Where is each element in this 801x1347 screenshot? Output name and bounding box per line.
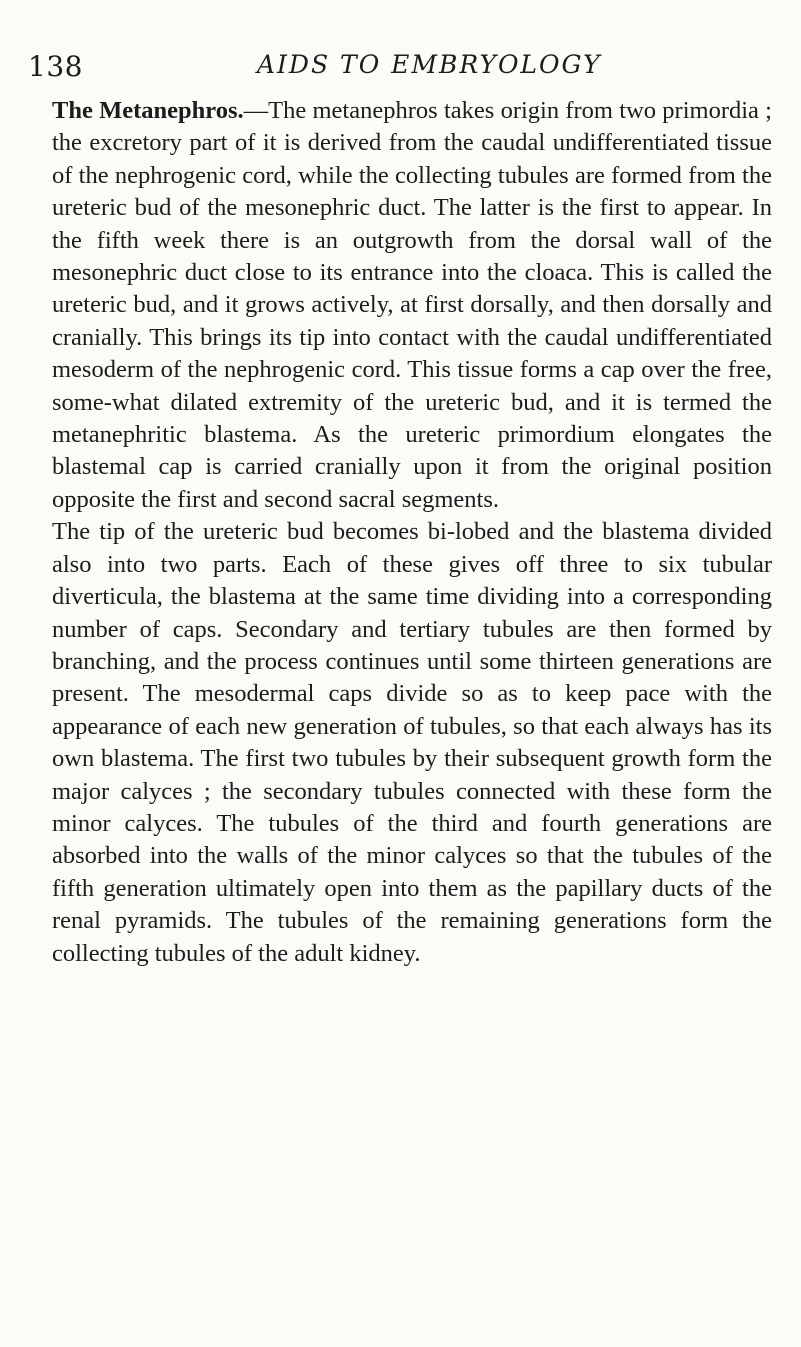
paragraph-1	[52, 95, 772, 516]
section-heading: The Metanephros.	[52, 97, 244, 124]
page-number: 138	[28, 50, 83, 83]
paragraph-2	[52, 516, 772, 970]
running-title: AIDS TO EMBRYOLOGY	[257, 50, 602, 79]
paragraph-1-text: —The metanephros takes origin from two primordia ; the excretory part of it is derived from the caudal undifferentiated tissue of the nephrogenic cord, while the collecting tubules are formed from the ureteric bud of the mesonephric duct. The latter is the first to appear. In the fifth week there is an outgrowth from the dorsal wall of the mesonephric duct close to its entrance into the cloaca. This is called the ureteric bud, and it grows actively, at first dorsally, and then dorsally and cranially. This brings its tip into contact with the caudal undifferentiated mesoderm of the nephrogenic cord. This tissue forms a cap over the free, some-what dilated extremity of the ureteric bud, and it is termed the metanephritic blastema. As the ureteric primordium elongates the blastemal cap is carried cranially upon it from the original position opposite the first and second sacral segments.	[52, 97, 772, 513]
body-text	[52, 95, 772, 970]
paragraph-2-text: The tip of the ureteric bud becomes bi-lobed and the blastema divided also into two parts. Each of these gives off three to six tubular diverticula, the blastema at the same time dividing into a corresponding number of caps. Secondary and tertiary tubules are then formed by branching, and the process continues until some thirteen generations are present. The mesodermal caps divide so as to keep pace with the appearance of each new generation of tubules, so that each always has its own blastema. The first two tubules by their subsequent growth form the major calyces ; the secondary tubules connected with these form the minor calyces. The tubules of the third and fourth generations are absorbed into the walls of the minor calyces so that the tubules of the fifth generation ultimately open into them as the papillary ducts of the renal pyramids. The tubules of the remaining generations form the collecting tubules of the adult kidney.	[52, 518, 772, 967]
running-head	[28, 50, 773, 90]
